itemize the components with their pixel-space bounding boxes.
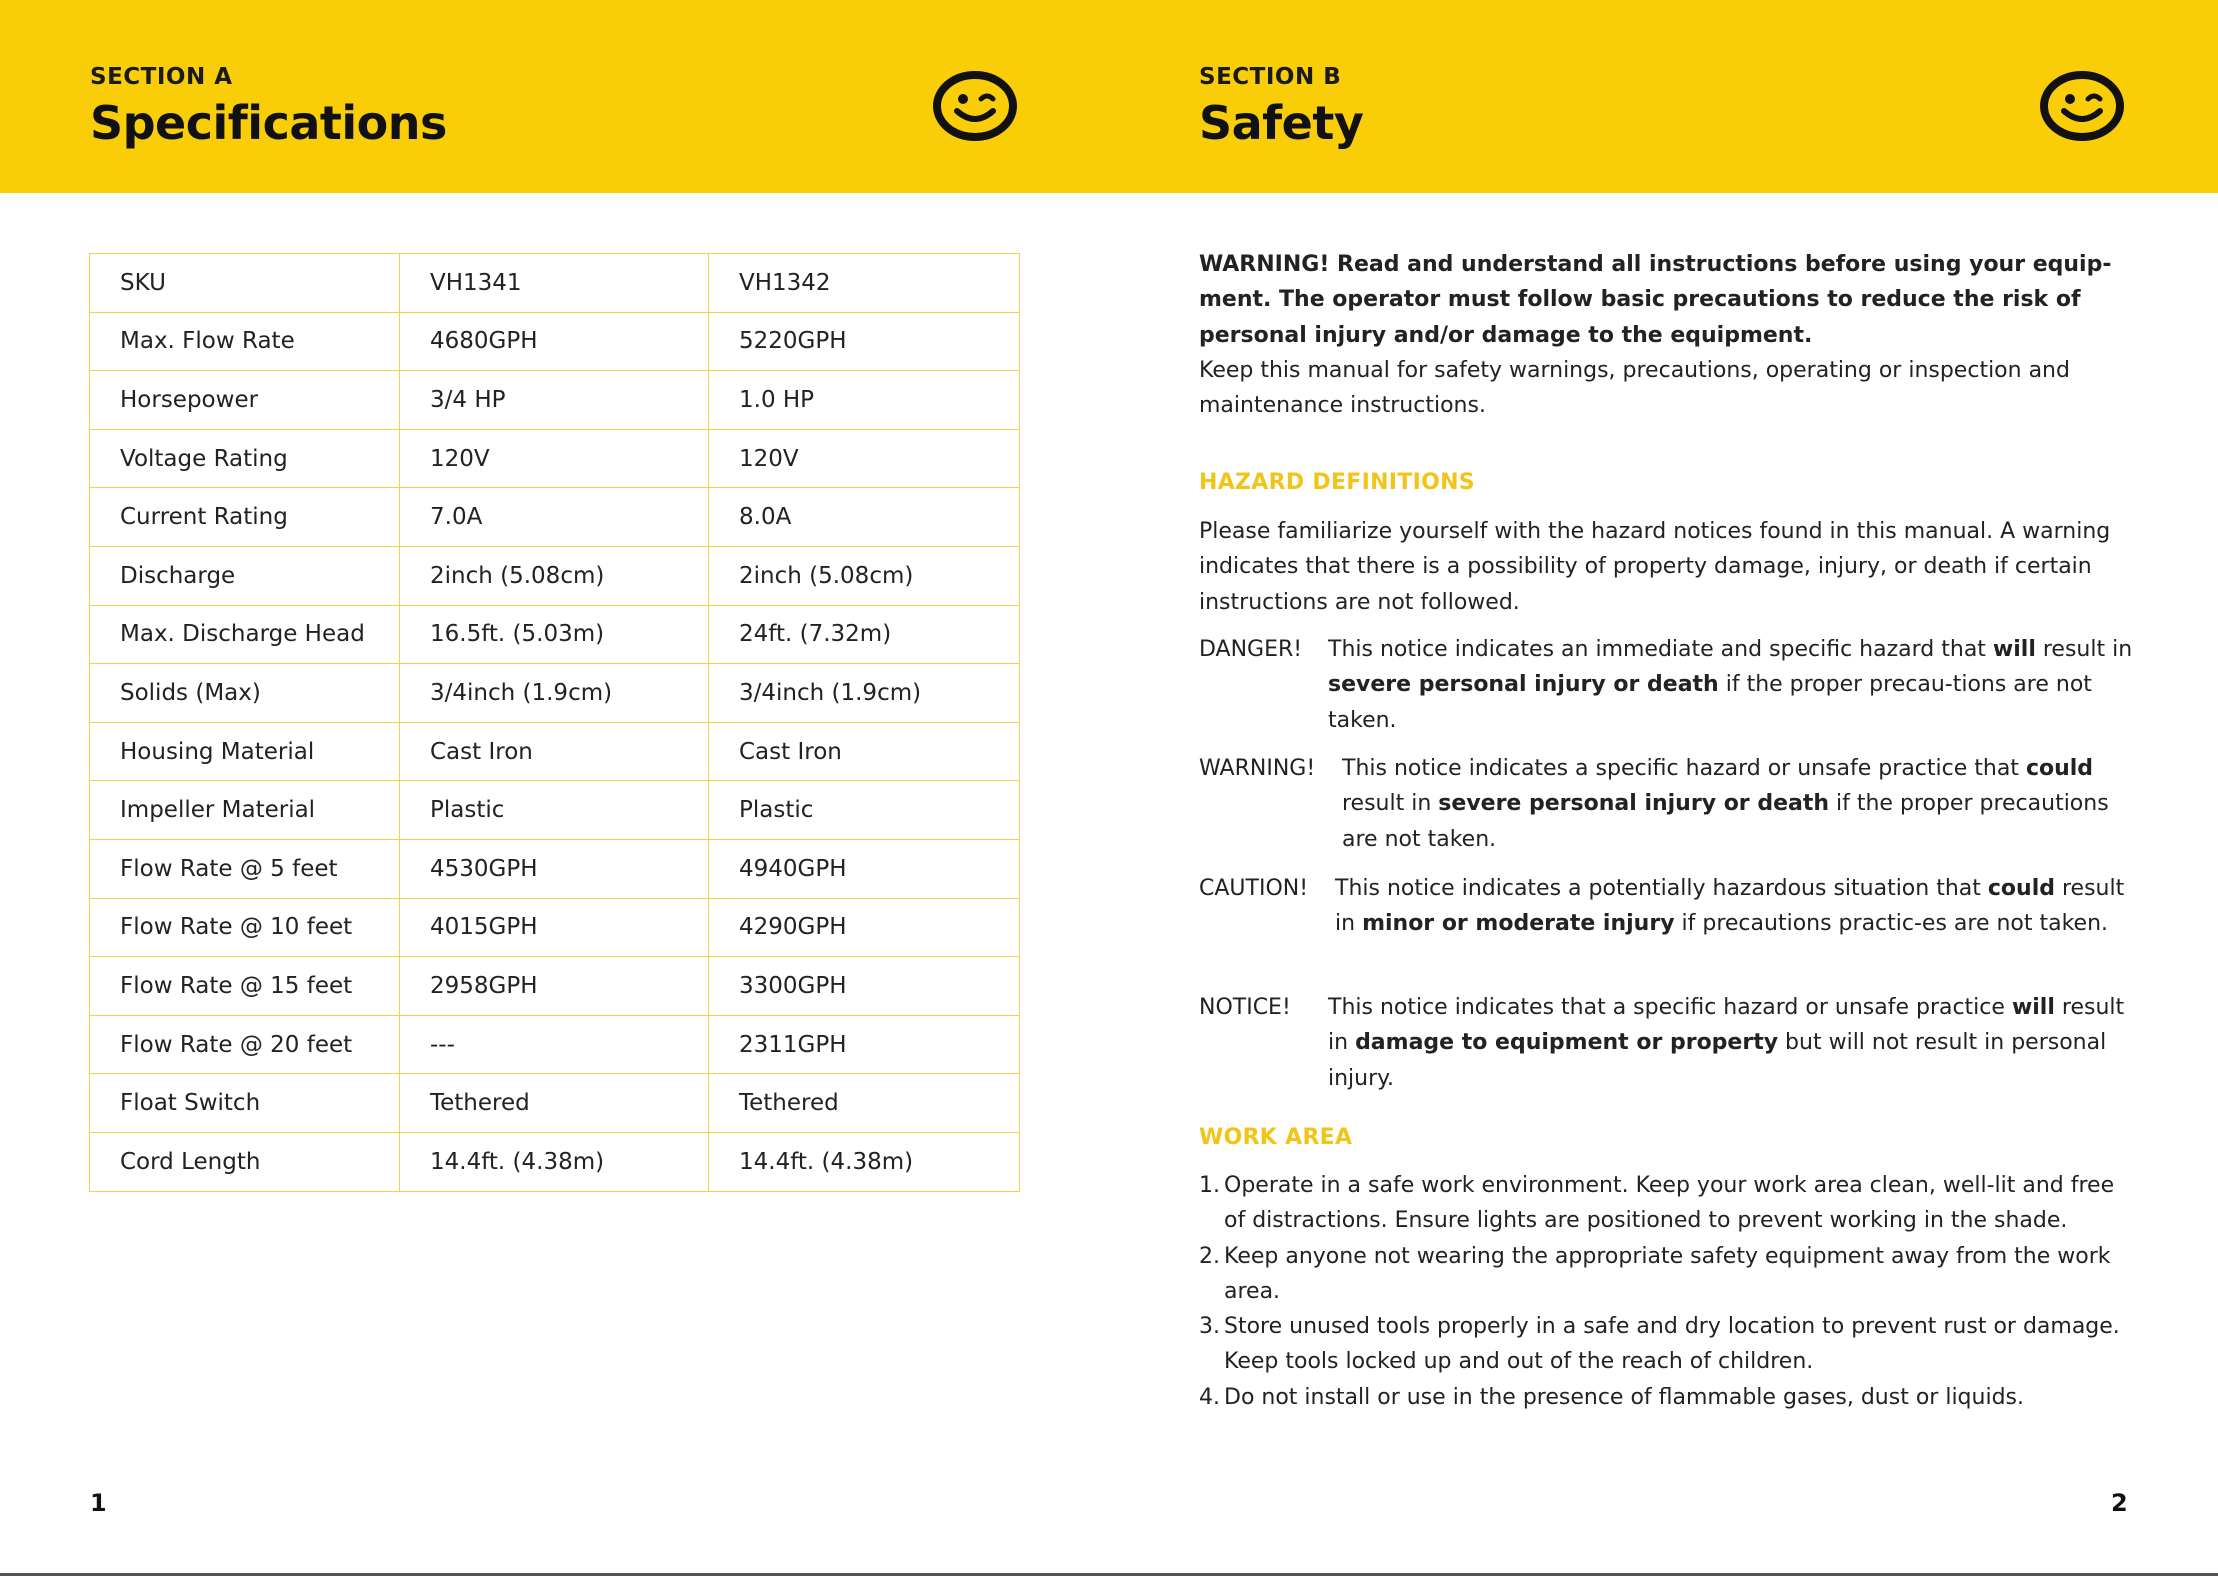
spec-value-cell: Plastic (709, 781, 1020, 840)
notice-danger (1199, 632, 2139, 742)
notice-text: if the proper precau-tions are not taken. (1328, 672, 2092, 733)
notice-label: CAUTION! (1199, 876, 1309, 901)
notice-label: NOTICE! (1199, 995, 1291, 1020)
table-row (90, 664, 1020, 723)
spec-value-cell: 2inch (5.08cm) (400, 546, 709, 605)
list-item-number: 1. (1199, 1173, 1220, 1198)
notice-body (1328, 632, 2139, 738)
spec-value-cell: 4680GPH (400, 312, 709, 371)
spec-label-cell: Current Rating (90, 488, 400, 547)
list-item-text: Store unused tools properly in a safe and dry location to prevent rust or damage. Keep tools locked up and out of the reach of children. (1224, 1314, 2120, 1375)
spec-label-cell: Housing Material (90, 722, 400, 781)
spec-label-cell: Flow Rate @ 15 feet (90, 957, 400, 1016)
spec-label-cell: Float Switch (90, 1074, 400, 1133)
spec-label-cell: Flow Rate @ 10 feet (90, 898, 400, 957)
spec-value-cell: 4530GPH (400, 839, 709, 898)
spec-value-cell: Tethered (400, 1074, 709, 1133)
notice-emphasis: could (2025, 756, 2094, 781)
notice-emphasis: severe personal injury or death (1438, 791, 1830, 817)
notice-text: This notice indicates a specific hazard or unsafe practice that (1342, 756, 2026, 781)
spec-label-cell: Impeller Material (90, 781, 400, 840)
spec-value-cell: 4290GPH (709, 898, 1020, 957)
list-item-number: 3. (1199, 1314, 1220, 1340)
page-number: 1 (90, 1489, 107, 1517)
list-item-number: 4. (1199, 1384, 1220, 1410)
notice-text: result in (2035, 637, 2133, 662)
notice-body (1328, 990, 2139, 1096)
spec-value-cell: VH1342 (709, 254, 1020, 313)
spec-label-cell: Discharge (90, 546, 400, 605)
warning-intro (1199, 247, 2139, 423)
hazard-definitions-heading: HAZARD DEFINITIONS (1199, 470, 1475, 495)
spec-value-cell: 120V (400, 429, 709, 488)
notice-text: result in (1342, 791, 1439, 817)
table-row (90, 898, 1020, 957)
notice-text: if the proper precautions are not taken. (1342, 791, 2109, 852)
spec-value-cell: 4940GPH (709, 839, 1020, 898)
spec-label-cell: Voltage Rating (90, 429, 400, 488)
notice-text: This notice indicates that a specific hazard or unsafe practice (1328, 995, 2012, 1020)
notice-text: but will not result in personal injury. (1328, 1030, 2107, 1091)
notice-emphasis: will (1992, 637, 2036, 662)
spec-label-cell: Cord Length (90, 1132, 400, 1191)
spec-label-cell: Solids (Max) (90, 664, 400, 723)
spec-value-cell: 14.4ft. (4.38m) (709, 1132, 1020, 1191)
spec-value-cell: Tethered (709, 1074, 1020, 1133)
spec-value-cell: 3/4inch (1.9cm) (400, 664, 709, 723)
table-row (90, 1015, 1020, 1074)
list-item (1199, 1168, 2139, 1239)
table-row (90, 781, 1020, 840)
table-row (90, 488, 1020, 547)
notice-text: This notice indicates an immediate and specific hazard that (1328, 637, 1993, 662)
list-item-text: Keep anyone not wearing the appropriate safety equipment away from the work area. (1224, 1243, 2111, 1304)
list-item (1199, 1380, 2139, 1415)
smiley-wink-icon (2040, 71, 2124, 141)
spec-value-cell: 1.0 HP (709, 371, 1020, 430)
hazard-intro: Please familiarize yourself with the hazard notices found in this manual. A warning indicates that there is a possibility of property damage, injury, or death if certain instructions are not followed. (1199, 519, 2111, 615)
spec-value-cell: --- (400, 1015, 709, 1074)
list-item (1199, 1309, 2139, 1380)
spec-label-cell: SKU (90, 254, 400, 313)
spec-value-cell: VH1341 (400, 254, 709, 313)
table-row (90, 371, 1020, 430)
spec-label-cell: Flow Rate @ 5 feet (90, 839, 400, 898)
page-safety (1109, 0, 2218, 1576)
notice-emphasis: will (2011, 995, 2055, 1020)
notice-body (1335, 871, 2139, 942)
notice-label: WARNING! (1199, 756, 1316, 781)
spec-value-cell: Plastic (400, 781, 709, 840)
spec-value-cell: Cast Iron (400, 722, 709, 781)
work-area-list (1199, 1168, 2139, 1415)
notice-emphasis: minor or moderate injury (1362, 911, 1675, 937)
table-row (90, 1132, 1020, 1191)
section-header (1109, 0, 2218, 193)
section-label: SECTION B (1199, 64, 1342, 90)
warning-intro-text: Keep this manual for safety warnings, precautions, operating or inspection and maintenance instructions. (1199, 357, 2070, 419)
work-area-heading: WORK AREA (1199, 1125, 1353, 1150)
spec-value-cell: Cast Iron (709, 722, 1020, 781)
table-row (90, 254, 1020, 313)
spec-value-cell: 2311GPH (709, 1015, 1020, 1074)
notice-body (1342, 751, 2139, 857)
spec-label-cell: Max. Flow Rate (90, 312, 400, 371)
notice-text: result in (1335, 876, 2125, 937)
section-label: SECTION A (90, 64, 233, 90)
spec-value-cell: 14.4ft. (4.38m) (400, 1132, 709, 1191)
table-row (90, 722, 1020, 781)
notice-text: result in (1328, 995, 2125, 1056)
spec-value-cell: 24ft. (7.32m) (709, 605, 1020, 664)
smiley-wink-icon (933, 71, 1017, 141)
table-row (90, 312, 1020, 371)
spec-value-cell: 4015GPH (400, 898, 709, 957)
spec-value-cell: 2958GPH (400, 957, 709, 1016)
notice-notice (1199, 990, 2139, 1100)
section-header (0, 0, 1109, 193)
spec-value-cell: 7.0A (400, 488, 709, 547)
table-row (90, 957, 1020, 1016)
table-row (90, 546, 1020, 605)
spec-value-cell: 3/4 HP (400, 371, 709, 430)
notice-text: if precautions practic-es are not taken. (1674, 911, 2109, 937)
list-item-text: Operate in a safe work environment. Keep your work area clean, well-lit and free of distractions. Ensure lights are positioned to prevent working in the shade. (1224, 1173, 2115, 1234)
spec-value-cell: 120V (709, 429, 1020, 488)
notice-warning (1199, 751, 2139, 861)
section-title: Safety (1199, 96, 1364, 150)
spec-value-cell: 16.5ft. (5.03m) (400, 605, 709, 664)
list-item (1199, 1239, 2139, 1310)
table-row (90, 605, 1020, 664)
section-title: Specifications (90, 96, 447, 150)
notice-caution (1199, 871, 2139, 981)
table-row (90, 1074, 1020, 1133)
notice-text: This notice indicates a potentially hazardous situation that (1335, 876, 1988, 901)
page-number: 2 (2111, 1489, 2128, 1517)
notice-emphasis: damage to equipment or property (1355, 1030, 1779, 1056)
warning-intro-bold: WARNING! Read and understand all instructions before using your equip-ment. The operator must follow basic precautions to reduce the risk of personal injury and/or damage to the equipment. (1199, 252, 2112, 348)
spec-label-cell: Flow Rate @ 20 feet (90, 1015, 400, 1074)
notice-emphasis: could (1987, 876, 2055, 901)
spec-value-cell: 2inch (5.08cm) (709, 546, 1020, 605)
specifications-table (89, 253, 1020, 1192)
table-row (90, 429, 1020, 488)
table-row (90, 839, 1020, 898)
spec-value-cell: 3/4inch (1.9cm) (709, 664, 1020, 723)
spec-label-cell: Horsepower (90, 371, 400, 430)
spec-value-cell: 8.0A (709, 488, 1020, 547)
notice-label: DANGER! (1199, 637, 1303, 662)
list-item-number: 2. (1199, 1243, 1220, 1269)
spec-value-cell: 5220GPH (709, 312, 1020, 371)
notice-emphasis: severe personal injury or death (1328, 672, 1719, 698)
list-item-text: Do not install or use in the presence of flammable gases, dust or liquids. (1224, 1384, 2024, 1410)
spec-value-cell: 3300GPH (709, 957, 1020, 1016)
spec-label-cell: Max. Discharge Head (90, 605, 400, 664)
